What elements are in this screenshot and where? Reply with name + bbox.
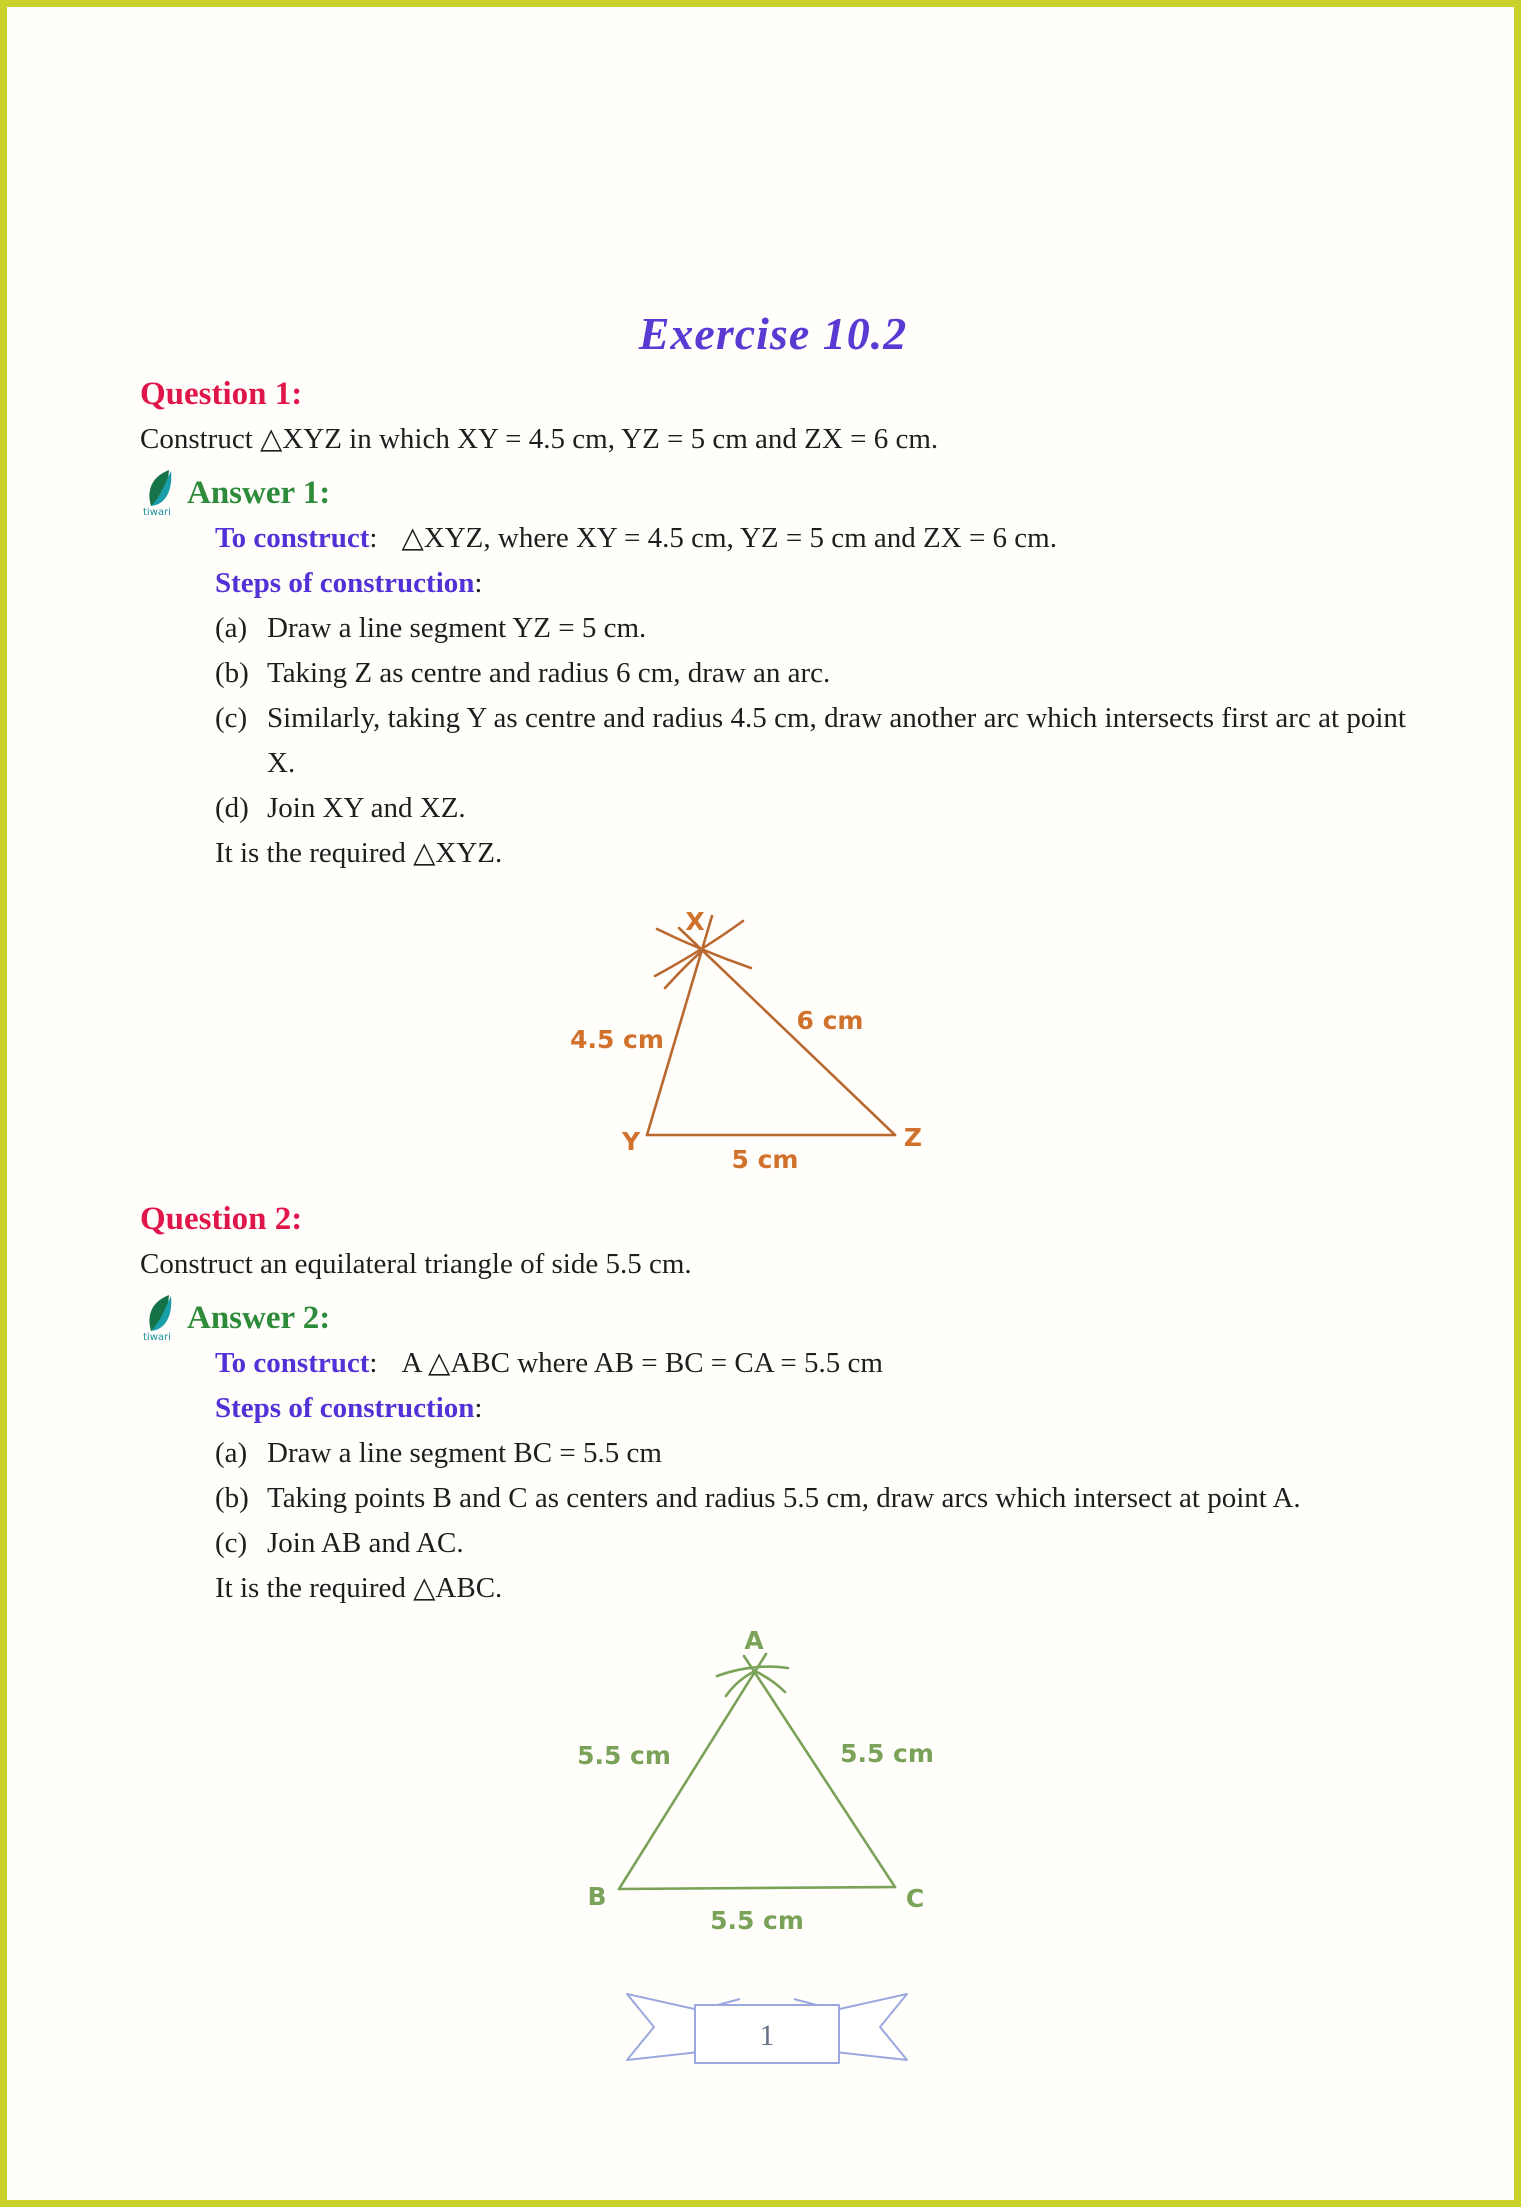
step-text: Join AB and AC. bbox=[267, 1527, 464, 1559]
triangle-abc-diagram bbox=[487, 1619, 987, 1959]
step-c bbox=[215, 696, 1406, 786]
brand-leaf-icon bbox=[140, 466, 180, 516]
step-marker: (c) bbox=[215, 702, 248, 734]
step-marker: (b) bbox=[215, 1482, 249, 1514]
steps-heading-line bbox=[215, 561, 1406, 606]
page-number: 1 bbox=[759, 2019, 775, 2052]
brand-wordmark: tiwari bbox=[143, 507, 171, 516]
step-marker: (b) bbox=[215, 657, 249, 689]
answer-1-heading: Answer 1: bbox=[187, 475, 331, 511]
step-c bbox=[215, 1521, 1406, 1566]
answer-1-row bbox=[140, 462, 1406, 516]
step-text: Similarly, taking Y as centre and radius 4.5 cm, draw another arc which intersects first arc at point X. bbox=[267, 702, 1406, 779]
conclusion-line: It is the required △ABC. bbox=[215, 1572, 503, 1604]
to-construct-text: △XYZ, where XY = 4.5 cm, YZ = 5 cm and ZX = 6 cm. bbox=[401, 522, 1057, 554]
brand-leaf-icon bbox=[140, 1291, 180, 1341]
step-marker: (d) bbox=[215, 792, 249, 824]
step-text: Draw a line segment BC = 5.5 cm bbox=[267, 1437, 662, 1469]
page-content bbox=[7, 7, 1514, 2085]
to-construct-line bbox=[215, 1341, 1406, 1386]
colon: : bbox=[369, 522, 378, 554]
vertex-label-a: A bbox=[744, 1626, 764, 1655]
to-construct-line bbox=[215, 516, 1406, 561]
colon: : bbox=[369, 1347, 378, 1379]
step-b bbox=[215, 651, 1406, 696]
brand-wordmark: tiwari bbox=[143, 1332, 171, 1341]
question-2-heading: Question 2: bbox=[140, 1201, 303, 1237]
answer-2-row bbox=[140, 1287, 1406, 1341]
steps-label: Steps of construction bbox=[215, 567, 475, 599]
side-label-ac: 5.5 cm bbox=[840, 1739, 934, 1768]
step-marker: (c) bbox=[215, 1527, 248, 1559]
conclusion-line: It is the required △XYZ. bbox=[215, 837, 503, 869]
question-2-text: Construct an equilateral triangle of side 5.5 cm. bbox=[140, 1248, 692, 1280]
page-number-ribbon bbox=[607, 1965, 927, 2085]
side-label-xz: 6 cm bbox=[796, 1006, 864, 1035]
steps-heading-line bbox=[215, 1386, 1406, 1431]
answer-1-body bbox=[215, 516, 1406, 876]
step-d bbox=[215, 786, 1406, 831]
side-label-ab: 5.5 cm bbox=[577, 1741, 671, 1770]
question-1-text: Construct △XYZ in which XY = 4.5 cm, YZ = 5 cm and ZX = 6 cm. bbox=[140, 423, 939, 455]
colon: : bbox=[474, 1392, 483, 1424]
question-1-heading: Question 1: bbox=[140, 376, 303, 412]
to-construct-label: To construct bbox=[215, 522, 370, 554]
steps-label: Steps of construction bbox=[215, 1392, 475, 1424]
step-a bbox=[215, 606, 1406, 651]
step-text: Join XY and XZ. bbox=[267, 792, 466, 824]
side-label-bc: 5.5 cm bbox=[710, 1906, 804, 1935]
step-text: Draw a line segment YZ = 5 cm. bbox=[267, 612, 647, 644]
vertex-label-b: B bbox=[587, 1882, 607, 1911]
page-title: Exercise 10.2 bbox=[638, 308, 908, 359]
triangle-abc-lines bbox=[619, 1654, 895, 1889]
triangle-xyz-diagram bbox=[507, 888, 1007, 1188]
step-text: Taking points B and C as centers and radius 5.5 cm, draw arcs which intersect at point A. bbox=[267, 1482, 1301, 1514]
to-construct-text: A △ABC where AB = BC = CA = 5.5 cm bbox=[401, 1347, 883, 1379]
side-label-yz: 5 cm bbox=[731, 1145, 799, 1174]
step-a bbox=[215, 1431, 1406, 1476]
vertex-label-z: Z bbox=[903, 1123, 923, 1152]
to-construct-label: To construct bbox=[215, 1347, 370, 1379]
side-label-xy: 4.5 cm bbox=[570, 1025, 664, 1054]
vertex-label-x: X bbox=[685, 907, 705, 936]
step-text: Taking Z as centre and radius 6 cm, draw an arc. bbox=[267, 657, 831, 689]
colon: : bbox=[474, 567, 483, 599]
step-marker: (a) bbox=[215, 1437, 248, 1469]
vertex-label-y: Y bbox=[621, 1127, 641, 1156]
step-b bbox=[215, 1476, 1406, 1521]
answer-2-heading: Answer 2: bbox=[187, 1300, 331, 1336]
vertex-label-c: C bbox=[905, 1884, 925, 1913]
answer-2-body bbox=[215, 1341, 1406, 1611]
step-marker: (a) bbox=[215, 612, 248, 644]
